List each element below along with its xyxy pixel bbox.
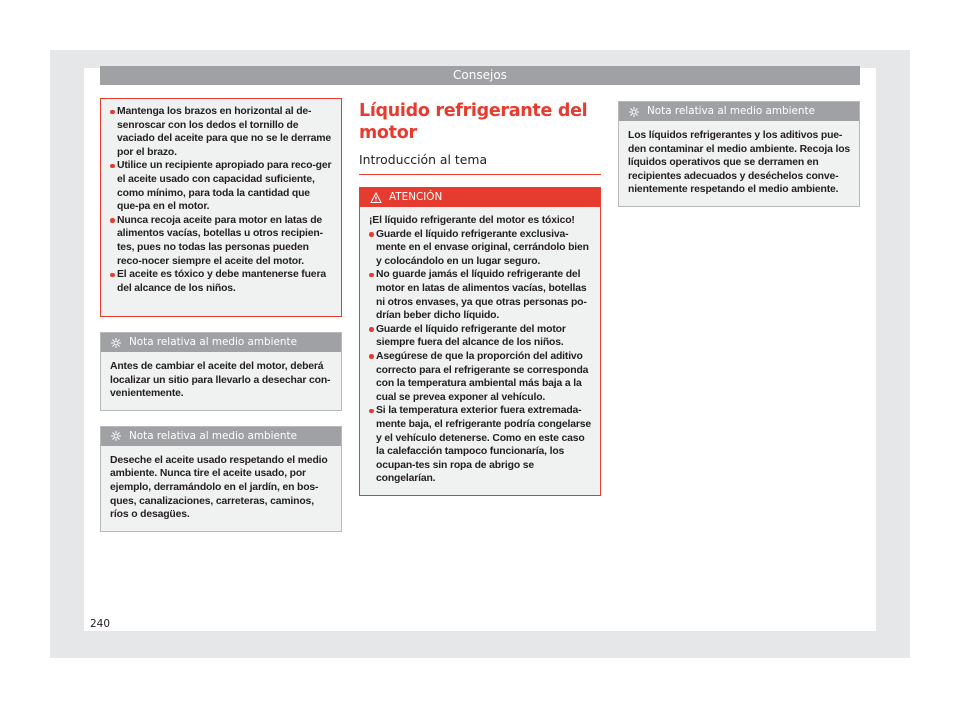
environment-note-box <box>618 101 860 207</box>
list-item: Guarde el líquido refrigerante exclusiva-mente en el envase original, cerrándolo bien y colocándolo en un lugar seguro. <box>369 228 592 269</box>
note-heading: Nota relativa al medio ambiente <box>129 336 297 348</box>
list-item: Asegúrese de que la proporción del aditivo correcto para el refrigerante se corresponda con la temperatura ambiental más baja a la cual se prevea exponer al vehículo. <box>369 350 592 404</box>
list-item: Si la temperatura exterior fuera extremada-mente baja, el refrigerante podría congelarse y el vehículo detenerse. Como en este caso la calefacción tampoco funcionaría, los ocupan-tes sin ropa de abrigo se congelarían. <box>369 404 592 486</box>
column-left <box>100 98 342 532</box>
column-right <box>618 101 860 207</box>
list-item: Guarde el líquido refrigerante del motor siempre fuera del alcance de los niños. <box>369 323 592 350</box>
note-header <box>101 333 341 352</box>
warning-continuation-box <box>100 98 342 317</box>
environment-note-box <box>100 332 342 411</box>
note-header <box>619 102 859 121</box>
list-item: El aceite es tóxico y debe mantenerse fuera del alcance de los niños. <box>110 268 333 295</box>
note-text: Deseche el aceite usado respetando el medio ambiente. Nunca tire el aceite usado, por ejemplo, derramándolo en el jardín, en bos-ques, canalizaciones, carreteras, caminos, ríos o desagües. <box>110 454 328 521</box>
section-subtitle: Introducción al tema <box>359 152 601 175</box>
warning-header <box>360 188 600 207</box>
leaf-environment-icon <box>110 430 122 442</box>
note-heading: Nota relativa al medio ambiente <box>647 105 815 117</box>
note-text: Los líquidos refrigerantes y los aditivos pue-den contaminar el medio ambiente. Recoja los líquidos operativos que se derramen en recipientes adecuados y deséchelos conve-nientemente respetando el medio ambiente. <box>628 130 851 196</box>
note-text: Antes de cambiar el aceite del motor, deberá localizar un sitio para llevarlo a desechar con-venientemente. <box>110 361 331 400</box>
warning-heading: ATENCIÓN <box>389 191 443 203</box>
note-heading: Nota relativa al medio ambiente <box>129 429 297 442</box>
list-item: Nunca recoja aceite para motor en latas de alimentos vacías, botellas u otros recipien-tes, pues no todas las personas pueden reco-nocer siempre el aceite del motor. <box>110 214 333 268</box>
leaf-environment-icon <box>110 337 122 349</box>
list-item: Utilice un recipiente apropiado para reco-ger el aceite usado con capacidad suficiente, como mínimo, para toda la cantidad que que-pa en el motor. <box>110 159 333 213</box>
warning-triangle-icon <box>370 192 382 204</box>
list-item: Mantenga los brazos en horizontal al de-senroscar con los dedos el tornillo de vaciado del aceite para que no se le derrame por el brazo. <box>110 105 333 159</box>
warning-box <box>359 187 601 496</box>
section-header: Consejos <box>100 66 860 85</box>
list-item: No guarde jamás el líquido refrigerante del motor en latas de alimentos vacías, botellas ni otros envases, ya que otras personas po-drían beber dicho líquido. <box>369 268 592 322</box>
section-title: Líquido refrigerante del motor <box>359 101 588 143</box>
warning-body <box>360 207 600 495</box>
leaf-environment-icon <box>628 106 640 118</box>
note-header <box>101 427 341 446</box>
column-middle <box>359 98 601 496</box>
page-number: 240 <box>90 618 111 630</box>
warning-intro: ¡El líquido refrigerante del motor es tóxico! <box>369 215 575 226</box>
environment-note-box <box>100 426 342 532</box>
